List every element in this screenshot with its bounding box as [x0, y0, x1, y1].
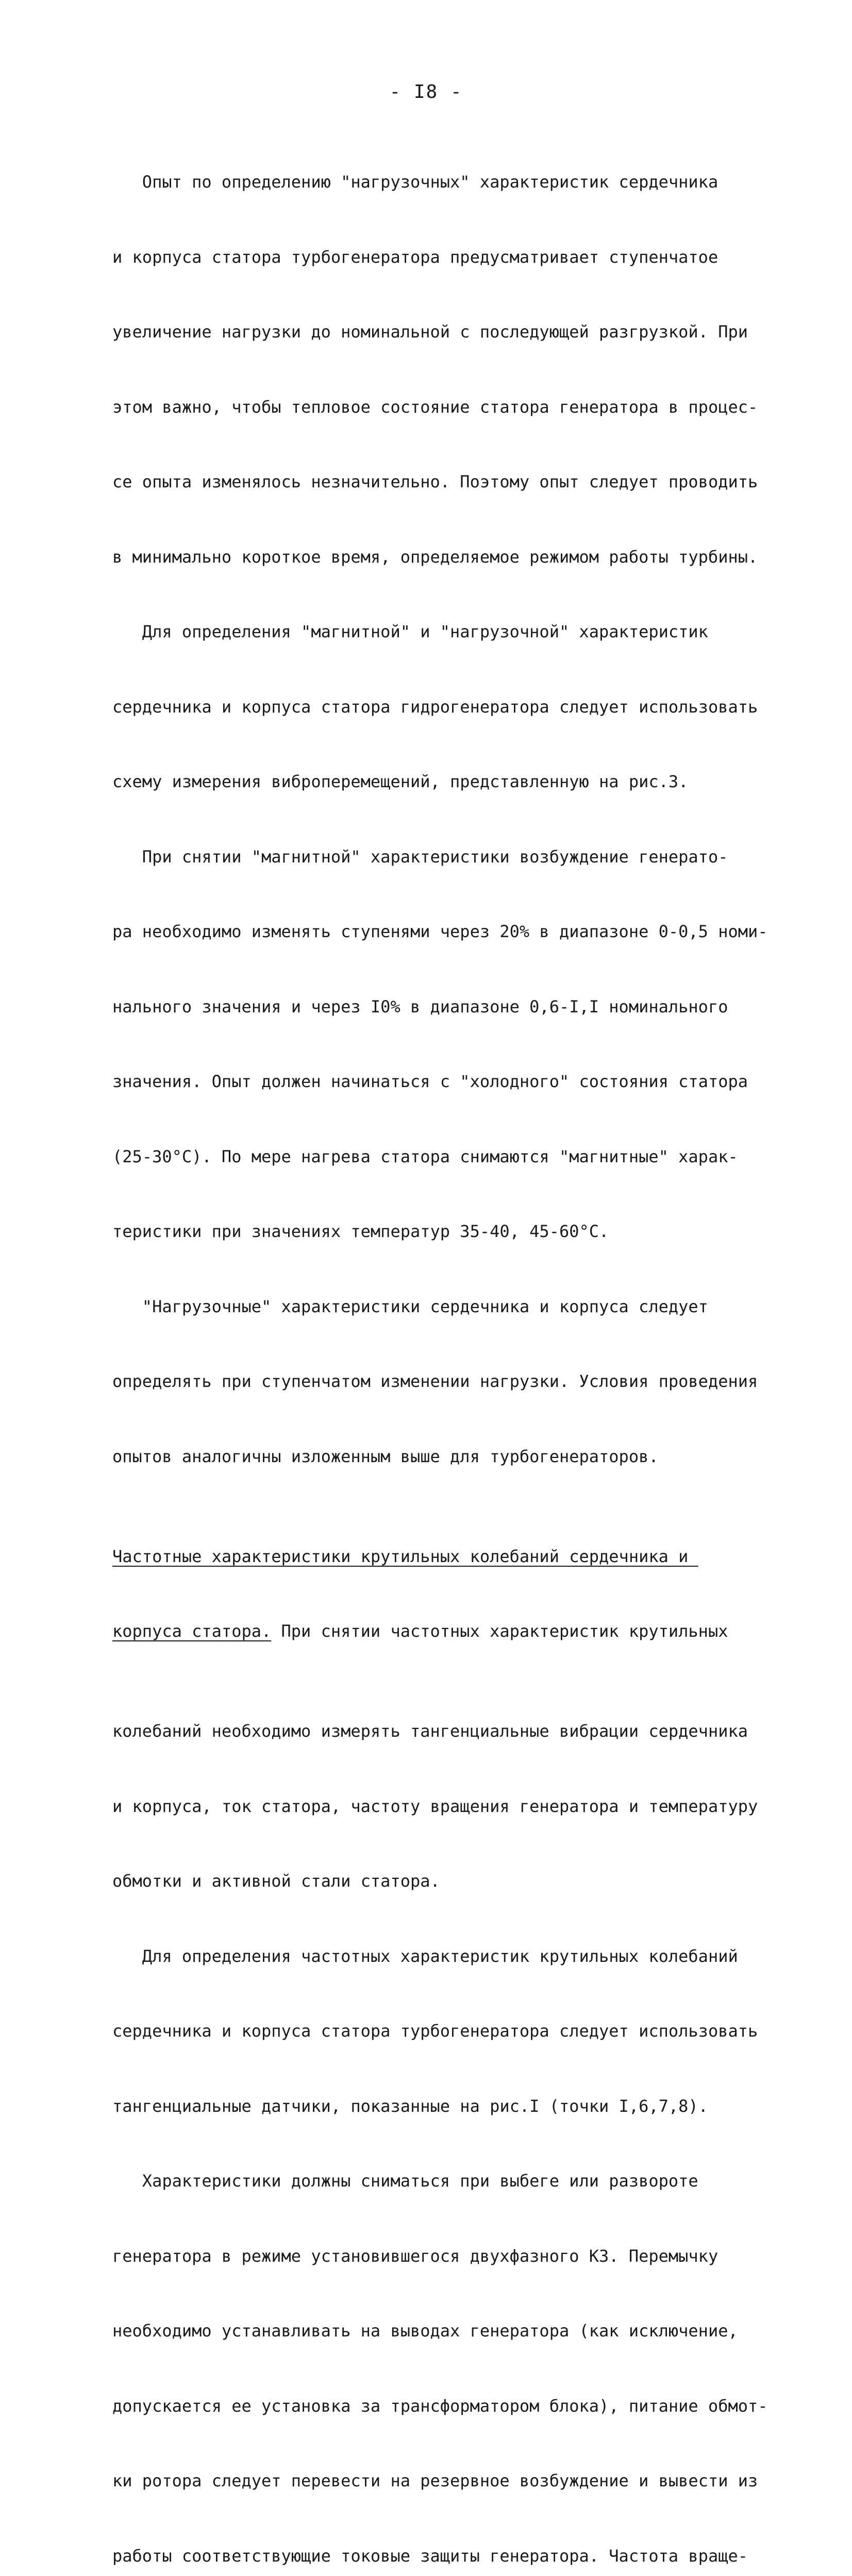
text-line: При снятии "магнитной" характеристики возбуждение генерато-: [112, 846, 728, 867]
text-line: допускается ее установка за трансформатором блока), питание обмот-: [112, 2396, 768, 2416]
text-line: схему измерения виброперемещений, представленную на рис.3.: [112, 772, 689, 791]
text-line: и корпуса статора турбогенератора предусматривает ступенчатое: [112, 247, 719, 267]
text-line: Для определения "магнитной" и "нагрузочной" характеристик: [112, 622, 708, 641]
text-line: значения. Опыт должен начинаться с "холодного" состояния статора: [112, 1072, 748, 1091]
text-line: нального значения и через I0% в диапазоне 0,6-I,I номинального: [112, 996, 728, 1016]
text-line: колебаний необходимо измерять тангенциальные вибрации сердечника: [112, 1721, 748, 1741]
page-number: - I8 -: [389, 81, 463, 103]
text-line: увеличение нагрузки до номинальной с последующей разгрузкой. При: [112, 322, 748, 342]
body-text: [112, 120, 782, 2576]
text-line: теристики при значениях температур 35-40, 45-60°С.: [112, 1222, 609, 1241]
text-line: ки ротора следует перевести на резервное возбуждение и вывести из: [112, 2471, 758, 2490]
text-line: (25-30°С). По мере нагрева статора снимаются "магнитные" харак-: [112, 1146, 738, 1166]
text-line: сердечника и корпуса статора турбогенератора следует использовать: [112, 2021, 758, 2041]
text-line: Опыт по определению "нагрузочных" характеристик сердечника: [112, 172, 719, 192]
text-line: Для определения частотных характеристик крутильных колебаний: [112, 1946, 738, 1966]
text-line: тангенциальные датчики, показанные на рис.I (точки I,6,7,8).: [112, 2096, 708, 2116]
section-heading-line-1: [112, 1544, 782, 1569]
text-line: определять при ступенчатом изменении нагрузки. Условия проведения: [112, 1371, 758, 1391]
text-line: опытов аналогичны изложенным выше для турбогенераторов.: [112, 1446, 659, 1466]
text-line: се опыта изменялось незначительно. Поэтому опыт следует проводить: [112, 472, 758, 492]
text-line: генератора в режиме установившегося двухфазного КЗ. Перемычку: [112, 2246, 719, 2266]
text-line: сердечника и корпуса статора гидрогенератора следует использовать: [112, 697, 758, 717]
text-line: Характеристики должны сниматься при выбеге или развороте: [112, 2171, 698, 2191]
text-line: работы соответствующие токовые защиты генератора. Частота враще-: [112, 2546, 748, 2566]
heading-continuation: При снятии частотных характеристик крутильных: [271, 1621, 728, 1641]
text-line: обмотки и активной стали статора.: [112, 1871, 440, 1891]
text-line: и корпуса, ток статора, частоту вращения генератора и температуру: [112, 1796, 758, 1816]
section-heading-line-2: [112, 1619, 782, 1644]
text-line: ра необходимо изменять ступенями через 20% в диапазоне 0-0,5 номи-: [112, 922, 768, 941]
text-line: этом важно, чтобы тепловое состояние статора генератора в процес-: [112, 397, 758, 417]
text-line: необходимо устанавливать на выводах генератора (как исключение,: [112, 2321, 738, 2341]
text-line: "Нагрузочные" характеристики сердечника и корпуса следует: [112, 1296, 708, 1316]
underlined-heading-part-1: Частотные характеристики крутильных колебаний сердечника и: [112, 1546, 698, 1566]
text-line: в минимально короткое время, определяемое режимом работы турбины.: [112, 547, 758, 567]
underlined-heading-part-2: корпуса статора.: [112, 1621, 272, 1641]
